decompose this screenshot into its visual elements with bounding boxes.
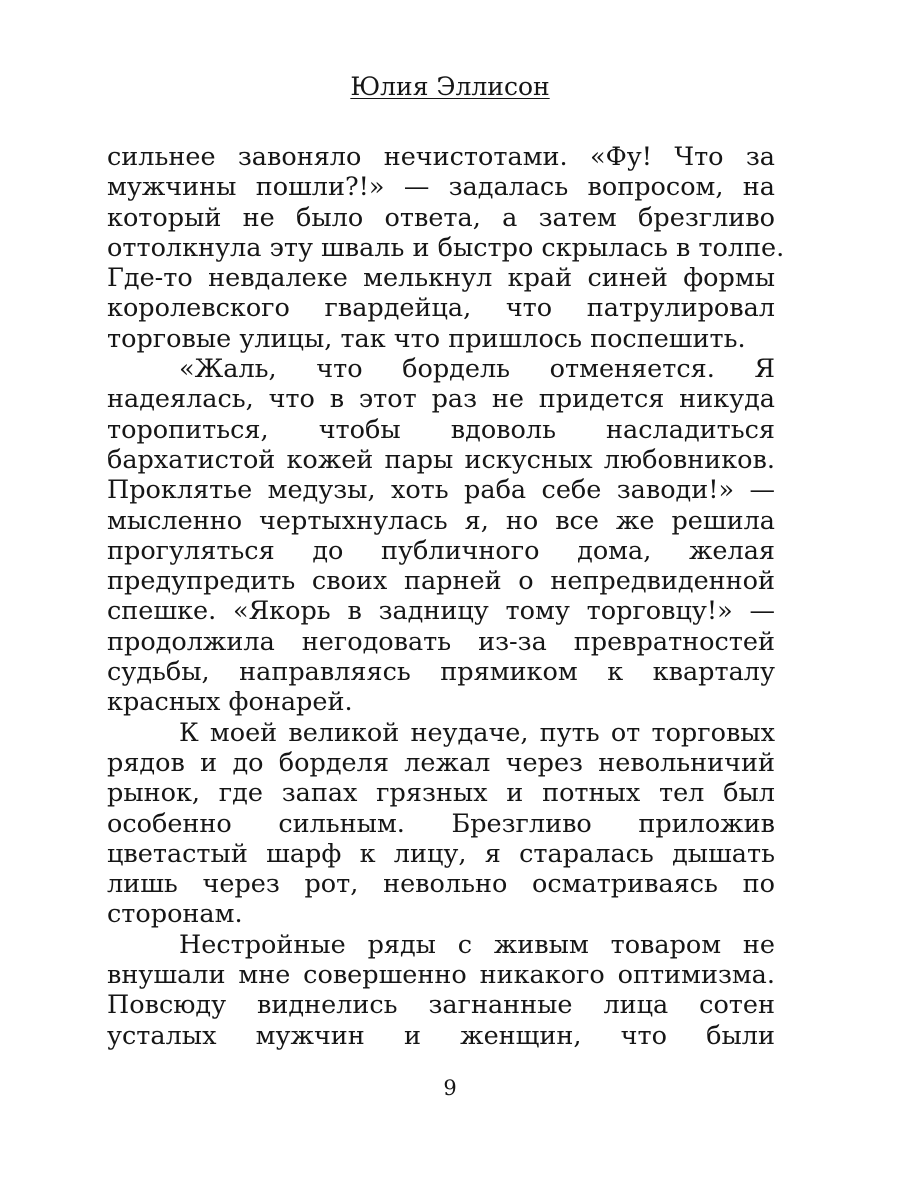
text-line: торговые улицы, так что пришлось поспешить. [107,323,746,354]
text-line: Где-то невдалеке мелькнул край синей формы [107,263,775,294]
page-number: 9 [443,1076,457,1100]
text-line: усталых мужчин и женщин, что были [107,1020,775,1051]
text-line: сильнее завоняло нечистотами. «Фу! Что за [107,142,775,172]
text-line: рядов и до борделя лежал через невольничий [107,747,775,778]
text-line: торопиться, чтобы вдоволь насладиться [107,414,775,445]
text-line: цветастый шарф к лицу, я старалась дышать [107,838,775,869]
text-line: К моей великой неудаче, путь от торговых [179,717,775,748]
text-line: внушали мне совершенно никакого оптимизма. [107,960,775,991]
text-line: мужчины пошли?!» — задалась вопросом, на [107,172,775,203]
text-line: предупредить своих парней о непредвиденной [107,566,775,597]
text-line: «Жаль, что бордель отменяется. Я [179,354,775,385]
text-line: мысленно чертыхнулась я, но все же решила [107,505,775,536]
text-line: прогуляться до публичного дома, желая [107,535,775,566]
text-line: Проклятье медузы, хоть раба себе заводи!» — [107,475,775,506]
text-line: красных фонарей. [107,687,353,718]
text-line: сторонам. [107,899,243,930]
text-line: Нестройные ряды с живым товаром не [179,929,775,960]
text-line: Повсюду виднелись загнанные лица сотен [107,990,775,1021]
text-line: который не было ответа, а затем брезгливо [107,202,775,233]
text-line: спешке. «Якорь в задницу тому торговцу!» — [107,596,775,627]
text-line: оттолкнула эту шваль и быстро скрылась в толпе. [107,232,785,263]
text-line: судьбы, направляясь прямиком к кварталу [107,657,775,688]
text-line: рынок, где запах грязных и потных тел был [107,778,775,809]
text-line: лишь через рот, невольно осматриваясь по [107,869,775,900]
text-line: надеялась, что в этот раз не придется никуда [107,384,775,415]
text-line: продолжила негодовать из-за превратностей [107,626,775,657]
text-line: королевского гвардейца, что патрулировал [107,293,775,324]
running-header [0,72,900,102]
text-line: особенно сильным. Брезгливо приложив [107,808,775,839]
text-line: бархатистой кожей пары искусных любовников. [107,444,775,475]
author-name: Юлия Эллисон [350,72,550,101]
body-text [107,142,785,1051]
